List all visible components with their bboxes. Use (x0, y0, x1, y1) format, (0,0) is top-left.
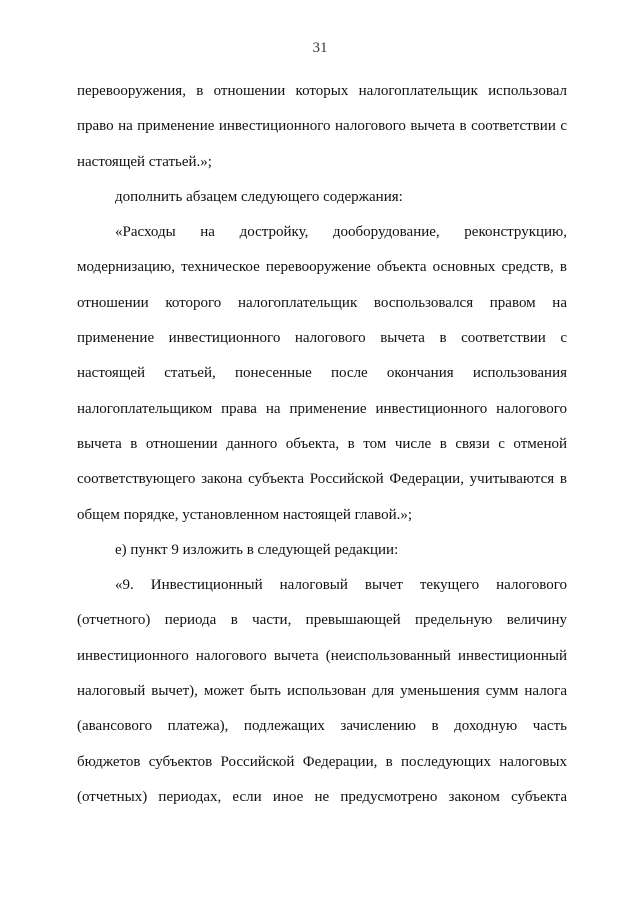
text-line: (отчетных) периодах, если иное не предусмотрено законом субъекта (77, 788, 567, 805)
text-line: соответствующего закона субъекта Российской Федерации, учитываются в (77, 471, 567, 488)
text-line: дополнить абзацем следующего содержания: (115, 188, 403, 205)
text-line: налоговый вычет), может быть использован для уменьшения сумм налога (77, 683, 567, 700)
text-line: применение инвестиционного налогового вычета в соответствии с (77, 330, 567, 347)
text-line: «9. Инвестиционный налоговый вычет текущего налогового (115, 577, 567, 594)
text-line: модернизацию, техническое перевооружение объекта основных средств, в (77, 259, 567, 276)
document-body (77, 74, 567, 815)
text-line: налогоплательщиком права на применение инвестиционного налогового (77, 400, 567, 417)
page-number: 31 (312, 40, 328, 56)
text-line: перевооружения, в отношении которых налогоплательщик использовал (77, 83, 567, 99)
text-line: общем порядке, установленном настоящей главой.»; (77, 506, 413, 523)
text-line: (авансового платежа), подлежащих зачислению в доходную часть (77, 718, 567, 735)
text-line: отношении которого налогоплательщик воспользовался правом на (77, 294, 567, 311)
text-line: инвестиционного налогового вычета (неиспользованный инвестиционный (77, 647, 567, 664)
text-line: право на применение инвестиционного налогового вычета в соответствии с (77, 118, 567, 135)
text-line: (отчетного) периода в части, превышающей предельную величину (77, 612, 567, 629)
text-line: бюджетов субъектов Российской Федерации, в последующих налоговых (77, 753, 567, 770)
text-line: настоящей статьей, понесенные после окончания использования (77, 365, 567, 382)
text-line: вычета в отношении данного объекта, в том числе в связи с отменой (77, 435, 567, 452)
text-line: «Расходы на достройку, дооборудование, реконструкцию, (115, 224, 567, 241)
text-line: е) пункт 9 изложить в следующей редакции: (115, 541, 399, 558)
text-line: настоящей статьей.»; (77, 153, 212, 170)
